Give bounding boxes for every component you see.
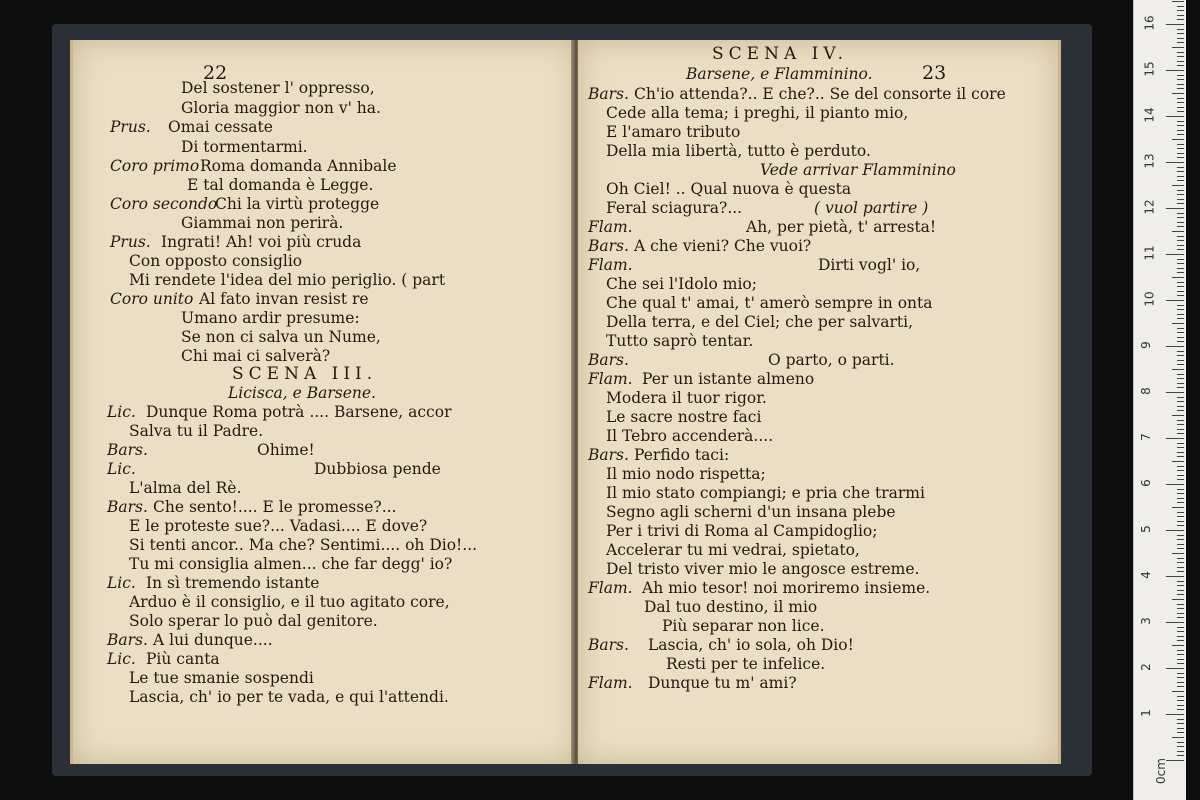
ruler-tick bbox=[1172, 645, 1184, 646]
ruler-number: 8 bbox=[1138, 387, 1153, 395]
ruler-tick bbox=[1177, 544, 1184, 545]
text-line: Prus. bbox=[110, 118, 151, 136]
ruler-tick bbox=[1166, 162, 1184, 163]
text-line: Bars. bbox=[107, 631, 148, 649]
text-line: ( vuol partire ) bbox=[814, 199, 929, 217]
ruler-tick bbox=[1177, 15, 1184, 16]
ruler-tick bbox=[1177, 98, 1184, 99]
ruler-tick bbox=[1166, 484, 1184, 485]
ruler-tick bbox=[1177, 608, 1184, 609]
ruler-tick bbox=[1177, 213, 1184, 214]
ruler-tick bbox=[1177, 742, 1184, 743]
ruler-tick bbox=[1177, 636, 1184, 637]
text-line: Dunque tu m' ami? bbox=[648, 674, 797, 692]
ruler-tick bbox=[1177, 282, 1184, 283]
ruler-tick bbox=[1166, 346, 1184, 347]
text-line: Che sei l'Idolo mio; bbox=[606, 275, 757, 293]
ruler-tick bbox=[1177, 663, 1184, 664]
ruler-tick bbox=[1177, 199, 1184, 200]
ruler-tick bbox=[1177, 167, 1184, 168]
ruler-tick bbox=[1177, 107, 1184, 108]
ruler-tick bbox=[1172, 139, 1184, 140]
text-line: Flam. bbox=[588, 370, 633, 388]
ruler-tick bbox=[1177, 650, 1184, 651]
ruler-tick bbox=[1177, 539, 1184, 540]
ruler-tick bbox=[1177, 203, 1184, 204]
right-page-number: 23 bbox=[922, 62, 947, 84]
ruler-tick bbox=[1177, 535, 1184, 536]
ruler-tick bbox=[1177, 452, 1184, 453]
text-line: Lic. bbox=[107, 460, 136, 478]
ruler-number: 1 bbox=[1138, 709, 1153, 717]
ruler-tick bbox=[1177, 548, 1184, 549]
ruler-tick bbox=[1177, 360, 1184, 361]
text-line: Mi rendete l'idea del mio periglio. ( part bbox=[129, 271, 446, 289]
ruler-tick bbox=[1177, 291, 1184, 292]
ruler-tick bbox=[1177, 29, 1184, 30]
text-line: Perfido taci: bbox=[634, 446, 730, 464]
ruler-tick bbox=[1177, 558, 1184, 559]
ruler-tick bbox=[1177, 512, 1184, 513]
text-line: Gloria maggior non v' ha. bbox=[181, 99, 381, 117]
ruler-tick bbox=[1177, 682, 1184, 683]
ruler-tick bbox=[1177, 387, 1184, 388]
text-line: Il Tebro accenderà.... bbox=[606, 427, 774, 445]
ruler-tick bbox=[1177, 79, 1184, 80]
ruler-tick bbox=[1172, 553, 1184, 554]
text-line: Dubbiosa pende bbox=[314, 460, 441, 478]
ruler-tick bbox=[1177, 443, 1184, 444]
ruler-tick bbox=[1172, 323, 1184, 324]
text-line: Dunque Roma potrà .... Barsene, accor bbox=[146, 403, 452, 421]
ruler-number: 16 bbox=[1142, 15, 1157, 31]
ruler-tick bbox=[1177, 746, 1184, 747]
ruler-tick bbox=[1172, 415, 1184, 416]
ruler-tick bbox=[1177, 130, 1184, 131]
text-line: Dirti vogl' io, bbox=[818, 256, 921, 274]
ruler-tick bbox=[1177, 314, 1184, 315]
ruler-tick bbox=[1177, 61, 1184, 62]
ruler-tick bbox=[1177, 410, 1184, 411]
ruler-tick bbox=[1177, 705, 1184, 706]
ruler-tick bbox=[1177, 226, 1184, 227]
ruler-tick bbox=[1177, 567, 1184, 568]
ruler-tick bbox=[1177, 19, 1184, 20]
ruler-tick bbox=[1177, 466, 1184, 467]
text-line: Cede alla tema; i preghi, il pianto mio, bbox=[606, 104, 909, 122]
text-line: E tal domanda è Legge. bbox=[187, 176, 374, 194]
ruler-tick bbox=[1177, 240, 1184, 241]
ruler-tick bbox=[1177, 709, 1184, 710]
text-line: E le proteste sue?... Vadasi.... E dove? bbox=[129, 517, 428, 535]
left-page-number: 22 bbox=[203, 62, 228, 84]
text-line: Ah, per pietà, t' arresta! bbox=[746, 218, 937, 236]
text-line: Il mio stato compiangi; e pria che trarmi bbox=[606, 484, 925, 502]
text-line: Umano ardir presume: bbox=[181, 309, 360, 327]
text-line: Che sento!.... E le promesse?... bbox=[153, 498, 397, 516]
ruler-tick bbox=[1177, 456, 1184, 457]
ruler-tick bbox=[1177, 521, 1184, 522]
ruler-tick bbox=[1177, 38, 1184, 39]
ruler-number: 9 bbox=[1138, 341, 1153, 349]
ruler-tick bbox=[1177, 217, 1184, 218]
text-line: Coro secondo bbox=[110, 195, 218, 213]
text-line: Più canta bbox=[146, 650, 220, 668]
text-line: Al fato invan resist re bbox=[199, 290, 369, 308]
text-line: Con opposto consiglio bbox=[129, 252, 303, 270]
ruler-tick bbox=[1177, 337, 1184, 338]
ruler-tick bbox=[1177, 604, 1184, 605]
ruler-tick bbox=[1177, 65, 1184, 66]
ruler-tick bbox=[1172, 1, 1184, 2]
ruler-tick bbox=[1177, 700, 1184, 701]
text-line: E l'amaro tributo bbox=[606, 123, 741, 141]
ruler-tick bbox=[1177, 401, 1184, 402]
ruler-tick bbox=[1177, 56, 1184, 57]
text-line: Barsene, e Flamminino. bbox=[686, 65, 873, 83]
ruler-tick bbox=[1177, 420, 1184, 421]
text-line: Flam. bbox=[588, 579, 633, 597]
text-line: Feral sciagura?... bbox=[606, 199, 743, 217]
text-line: Lic. bbox=[107, 574, 136, 592]
text-line: Le tue smanie sospendi bbox=[129, 669, 314, 687]
ruler-tick bbox=[1177, 406, 1184, 407]
ruler-tick bbox=[1177, 245, 1184, 246]
text-line: Vede arrivar Flamminino bbox=[760, 161, 956, 179]
ruler-tick bbox=[1177, 364, 1184, 365]
ruler-tick bbox=[1177, 309, 1184, 310]
ruler-tick bbox=[1177, 613, 1184, 614]
ruler-number: 3 bbox=[1138, 617, 1153, 625]
text-line: Di tormentarmi. bbox=[181, 138, 308, 156]
ruler-tick bbox=[1177, 585, 1184, 586]
text-line: Coro unito bbox=[110, 290, 194, 308]
text-line: Per un istante almeno bbox=[642, 370, 815, 388]
ruler-tick bbox=[1177, 295, 1184, 296]
ruler-tick bbox=[1177, 617, 1184, 618]
ruler-tick bbox=[1177, 351, 1184, 352]
ruler-tick bbox=[1177, 355, 1184, 356]
text-line: Giammai non perirà. bbox=[181, 214, 344, 232]
ruler-tick bbox=[1177, 429, 1184, 430]
ruler-tick bbox=[1172, 185, 1184, 186]
ruler-tick bbox=[1166, 714, 1184, 715]
ruler-number: 2 bbox=[1138, 663, 1153, 671]
ruler-tick bbox=[1177, 424, 1184, 425]
ruler-tick bbox=[1177, 383, 1184, 384]
text-line: Coro primo bbox=[110, 157, 200, 175]
ruler-tick bbox=[1177, 751, 1184, 752]
right-page bbox=[578, 40, 1061, 764]
ruler-tick bbox=[1166, 622, 1184, 623]
ruler-tick bbox=[1166, 254, 1184, 255]
ruler-tick bbox=[1177, 516, 1184, 517]
ruler-tick bbox=[1177, 144, 1184, 145]
text-line: Bars. bbox=[588, 237, 629, 255]
text-line: Ingrati! Ah! voi più cruda bbox=[161, 233, 362, 251]
left-page bbox=[70, 40, 577, 764]
ruler-tick bbox=[1172, 507, 1184, 508]
ruler-tick bbox=[1177, 194, 1184, 195]
ruler-tick bbox=[1177, 148, 1184, 149]
ruler-tick bbox=[1177, 755, 1184, 756]
text-line: Bars. bbox=[107, 441, 148, 459]
text-line: Flam. bbox=[588, 256, 633, 274]
measurement-ruler bbox=[1133, 0, 1186, 800]
ruler-number: 7 bbox=[1138, 433, 1153, 441]
ruler-tick bbox=[1177, 498, 1184, 499]
ruler-tick bbox=[1177, 378, 1184, 379]
ruler-tick bbox=[1177, 562, 1184, 563]
ruler-tick bbox=[1177, 493, 1184, 494]
text-line: Ohime! bbox=[257, 441, 315, 459]
text-line: Tu mi consiglia almen... che far degg' io? bbox=[129, 555, 453, 573]
ruler-tick bbox=[1177, 328, 1184, 329]
text-line: Segno agli scherni d'un insana plebe bbox=[606, 503, 896, 521]
text-line: Flam. bbox=[588, 674, 633, 692]
ruler-tick bbox=[1177, 88, 1184, 89]
ruler-tick bbox=[1177, 341, 1184, 342]
ruler-tick bbox=[1172, 737, 1184, 738]
text-line: Bars. bbox=[588, 636, 629, 654]
ruler-tick bbox=[1177, 10, 1184, 11]
text-line: L'alma del Rè. bbox=[129, 479, 242, 497]
ruler-tick bbox=[1177, 489, 1184, 490]
ruler-tick bbox=[1177, 157, 1184, 158]
text-line: Solo sperar lo può dal genitore. bbox=[129, 612, 378, 630]
text-line: Chi la virtù protegge bbox=[215, 195, 380, 213]
ruler-tick bbox=[1177, 594, 1184, 595]
ruler-tick bbox=[1177, 332, 1184, 333]
text-line: Per i trivi di Roma al Campidoglio; bbox=[606, 522, 878, 540]
ruler-number: 10 bbox=[1142, 291, 1157, 307]
text-line: Chi mai ci salverà? bbox=[181, 347, 331, 365]
text-line: Bars. bbox=[588, 446, 629, 464]
text-line: Del sostener l' oppresso, bbox=[181, 79, 375, 97]
text-line: Ch'io attenda?.. E che?.. Se del consorte il core bbox=[634, 85, 1006, 103]
ruler-tick bbox=[1166, 208, 1184, 209]
ruler-tick bbox=[1166, 530, 1184, 531]
ruler-number: 11 bbox=[1142, 245, 1157, 261]
ruler-tick bbox=[1177, 502, 1184, 503]
ruler-tick bbox=[1177, 732, 1184, 733]
ruler-tick bbox=[1177, 84, 1184, 85]
ruler-tick bbox=[1177, 470, 1184, 471]
text-line: O parto, o parti. bbox=[768, 351, 895, 369]
text-line: Flam. bbox=[588, 218, 633, 236]
ruler-tick bbox=[1172, 93, 1184, 94]
ruler-tick bbox=[1177, 272, 1184, 273]
text-line: Omai cessate bbox=[168, 118, 273, 136]
ruler-tick bbox=[1177, 102, 1184, 103]
text-line: Le sacre nostre faci bbox=[606, 408, 762, 426]
text-line: Della mia libertà, tutto è perduto. bbox=[606, 142, 871, 160]
ruler-tick bbox=[1177, 654, 1184, 655]
ruler-tick bbox=[1177, 176, 1184, 177]
ruler-tick bbox=[1166, 300, 1184, 301]
ruler-tick bbox=[1177, 475, 1184, 476]
ruler-tick bbox=[1177, 525, 1184, 526]
ruler-tick bbox=[1177, 627, 1184, 628]
ruler-tick bbox=[1177, 571, 1184, 572]
text-line: Arduo è il consiglio, e il tuo agitato core, bbox=[129, 593, 450, 611]
text-line: SCENA IV. bbox=[712, 44, 849, 64]
ruler-tick bbox=[1177, 479, 1184, 480]
ruler-tick bbox=[1177, 673, 1184, 674]
ruler-tick bbox=[1177, 659, 1184, 660]
ruler-tick bbox=[1177, 723, 1184, 724]
ruler-tick bbox=[1172, 47, 1184, 48]
ruler-tick bbox=[1177, 433, 1184, 434]
ruler-tick bbox=[1172, 691, 1184, 692]
text-line: Resti per te infelice. bbox=[666, 655, 826, 673]
ruler-tick bbox=[1177, 631, 1184, 632]
ruler-tick bbox=[1177, 52, 1184, 53]
ruler-tick bbox=[1177, 677, 1184, 678]
ruler-tick bbox=[1172, 369, 1184, 370]
ruler-tick bbox=[1177, 190, 1184, 191]
text-line: A lui dunque.... bbox=[153, 631, 273, 649]
ruler-tick bbox=[1177, 236, 1184, 237]
ruler-tick bbox=[1172, 461, 1184, 462]
ruler-tick bbox=[1177, 259, 1184, 260]
ruler-tick bbox=[1166, 70, 1184, 71]
text-line: Lic. bbox=[107, 650, 136, 668]
ruler-tick bbox=[1177, 171, 1184, 172]
ruler-tick bbox=[1177, 75, 1184, 76]
ruler-tick bbox=[1177, 728, 1184, 729]
text-line: Ah mio tesor! noi moriremo insieme. bbox=[642, 579, 931, 597]
ruler-number: 4 bbox=[1138, 571, 1153, 579]
ruler-tick bbox=[1177, 374, 1184, 375]
ruler-tick bbox=[1172, 599, 1184, 600]
ruler-tick bbox=[1177, 6, 1184, 7]
text-line: Oh Ciel! .. Qual nuova è questa bbox=[606, 180, 852, 198]
text-line: Tutto saprò tentar. bbox=[606, 332, 754, 350]
ruler-number: 15 bbox=[1142, 61, 1157, 77]
text-line: Lascia, ch' io sola, oh Dio! bbox=[648, 636, 854, 654]
ruler-tick bbox=[1166, 438, 1184, 439]
ruler-tick bbox=[1166, 576, 1184, 577]
ruler-tick bbox=[1177, 590, 1184, 591]
ruler-tick bbox=[1177, 397, 1184, 398]
ruler-tick bbox=[1177, 640, 1184, 641]
ruler-tick bbox=[1177, 33, 1184, 34]
text-line: In sì tremendo istante bbox=[146, 574, 320, 592]
ruler-tick bbox=[1177, 121, 1184, 122]
text-line: Salva tu il Padre. bbox=[129, 422, 264, 440]
text-line: A che vieni? Che vuoi? bbox=[634, 237, 812, 255]
ruler-tick bbox=[1166, 24, 1184, 25]
ruler-tick bbox=[1177, 696, 1184, 697]
ruler-tick bbox=[1166, 760, 1184, 761]
ruler-tick bbox=[1177, 686, 1184, 687]
ruler-number: 13 bbox=[1142, 153, 1157, 169]
ruler-number: 6 bbox=[1138, 479, 1153, 487]
ruler-tick bbox=[1177, 268, 1184, 269]
text-line: Si tenti ancor.. Ma che? Sentimi.... oh Dio!... bbox=[129, 536, 478, 554]
ruler-unit-label: 0cm bbox=[1153, 758, 1168, 784]
ruler-tick bbox=[1177, 581, 1184, 582]
text-line: Dal tuo destino, il mio bbox=[644, 598, 818, 616]
text-line: Lic. bbox=[107, 403, 136, 421]
ruler-number: 14 bbox=[1142, 107, 1157, 123]
text-line: Che qual t' amai, t' amerò sempre in onta bbox=[606, 294, 933, 312]
ruler-number: 12 bbox=[1142, 199, 1157, 215]
text-line: Se non ci salva un Nume, bbox=[181, 328, 381, 346]
ruler-tick bbox=[1177, 42, 1184, 43]
text-line: Roma domanda Annibale bbox=[200, 157, 397, 175]
text-line: Più separar non lice. bbox=[662, 617, 825, 635]
text-line: Il mio nodo rispetta; bbox=[606, 465, 766, 483]
text-line: Bars. bbox=[588, 85, 629, 103]
ruler-tick bbox=[1177, 180, 1184, 181]
ruler-tick bbox=[1177, 111, 1184, 112]
text-line: SCENA III. bbox=[232, 364, 378, 384]
text-line: Lascia, ch' io per te vada, e qui l'attendi. bbox=[129, 688, 449, 706]
ruler-tick bbox=[1177, 263, 1184, 264]
text-line: Del tristo viver mio le angosce estreme. bbox=[606, 560, 920, 578]
ruler-tick bbox=[1177, 719, 1184, 720]
ruler-tick bbox=[1172, 277, 1184, 278]
ruler-tick bbox=[1177, 447, 1184, 448]
ruler-tick bbox=[1166, 116, 1184, 117]
ruler-tick bbox=[1172, 231, 1184, 232]
text-line: Accelerar tu mi vedrai, spietato, bbox=[606, 541, 860, 559]
text-line: Licisca, e Barsene. bbox=[228, 384, 376, 402]
ruler-tick bbox=[1177, 305, 1184, 306]
text-line: Bars. bbox=[588, 351, 629, 369]
ruler-tick bbox=[1177, 286, 1184, 287]
ruler-tick bbox=[1166, 668, 1184, 669]
text-line: Bars. bbox=[107, 498, 148, 516]
ruler-tick bbox=[1166, 392, 1184, 393]
ruler-tick bbox=[1177, 249, 1184, 250]
ruler-number: 5 bbox=[1138, 525, 1153, 533]
text-line: Modera il tuor rigor. bbox=[606, 389, 767, 407]
ruler-tick bbox=[1177, 318, 1184, 319]
ruler-tick bbox=[1177, 125, 1184, 126]
ruler-tick bbox=[1177, 222, 1184, 223]
text-line: Della terra, e del Ciel; che per salvarti, bbox=[606, 313, 914, 331]
text-line: Prus. bbox=[110, 233, 151, 251]
ruler-tick bbox=[1177, 134, 1184, 135]
ruler-tick bbox=[1177, 153, 1184, 154]
